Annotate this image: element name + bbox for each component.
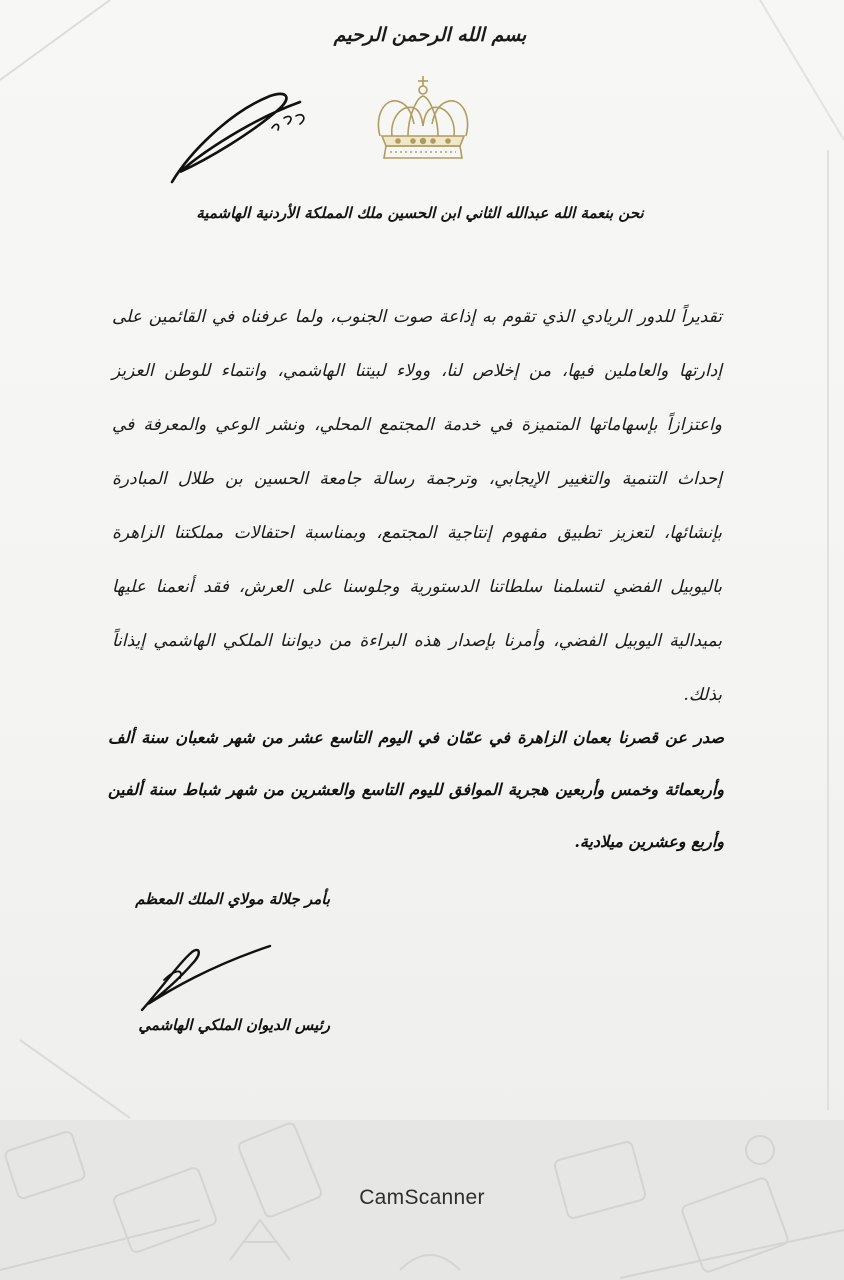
camscanner-brand: CamScanner bbox=[359, 1186, 485, 1209]
basmala-heading: بسم الله الرحمن الرحيم bbox=[333, 24, 527, 46]
royal-signature bbox=[160, 72, 320, 192]
chief-signature bbox=[130, 940, 280, 1020]
scanner-footer bbox=[0, 1120, 844, 1280]
by-order-line: بأمر جلالة مولاي الملك المعظم bbox=[135, 890, 330, 908]
chief-title: رئيس الديوان الملكي الهاشمي bbox=[138, 1016, 330, 1034]
decree-body-paragraph: تقديراً للدور الريادي الذي تقوم به إذاعة صوت الجنوب، ولما عرفناه في القائمين على إدارتها والعاملين فيها، من إخلاص لنا، وولاء لبيتنا الهاشمي، وانتماء للوطن العزيز واعتزازاً بإسهاماتها المتميزة في خدمة المجتمع المحلي، ونشر الوعي والمعرفة في إحداث التنمية والتغيير الإيجابي، وترجمة رسالة جامعة الحسين بن طلال المبادرة بإنشائها، لتعزيز تطبيق مفهوم إنتاجية المجتمع، وبمناسبة احتفالات مملكتنا الزاهرة باليوبيل الفضي لتسلمنا سلطاتنا الدستورية وجلوسنا على العرش، فقد أنعمنا عليها بميدالية اليوبيل الفضي، وأمرنا بإصدار هذه البراءة من ديواننا الملكي الهاشمي إيذاناً بذلك. bbox=[112, 307, 722, 705]
issued-date-paragraph: صدر عن قصرنا بعمان الزاهرة في عمّان في اليوم التاسع عشر من شهر شعبان سنة ألف وأربعمائة وخمس وأربعين هجرية الموافق لليوم التاسع والعشرين من شهر شباط سنة ألفين وأربع وعشرين ميلادية. bbox=[108, 728, 724, 851]
sovereign-heading: نحن بنعمة الله عبدالله الثاني ابن الحسين ملك المملكة الأردنية الهاشمية bbox=[196, 204, 644, 222]
royal-crown-emblem bbox=[368, 74, 478, 164]
